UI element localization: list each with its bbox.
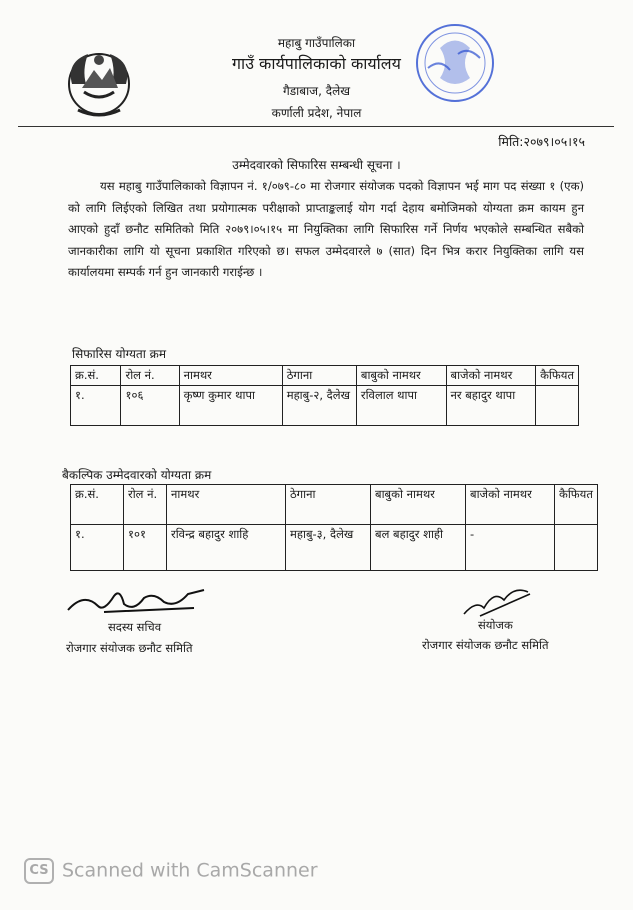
col-address: ठेगाना (282, 366, 356, 386)
cell-address: महाबु-२, दैलेख (282, 386, 356, 426)
recommended-table (70, 365, 579, 426)
camscanner-footer (24, 858, 318, 884)
cell-name: कृष्ण कुमार थापा (179, 386, 282, 426)
cell-grandfather: - (466, 525, 555, 571)
cell-sn: १. (71, 525, 124, 571)
col-address: ठेगाना (286, 485, 371, 525)
col-remarks: कैफियत (536, 366, 579, 386)
office-location: गैडाबाज, दैलेख (282, 84, 351, 98)
cell-name: रविन्द्र बहादुर शाहि (167, 525, 286, 571)
right-signatory-committee: रोजगार संयोजक छनौट समिति (422, 638, 549, 652)
header-divider (18, 126, 614, 127)
left-signature-mark (64, 582, 214, 622)
table-header-row (71, 366, 579, 386)
cell-grandfather: नर बहादुर थापा (446, 386, 536, 426)
cell-father: बल बहादुर शाही (371, 525, 466, 571)
municipality-name: महाबु गाउँपालिका (277, 36, 356, 50)
camscanner-text: Scanned with CamScanner (62, 859, 318, 882)
cell-sn: १. (71, 386, 121, 426)
table-header-row (71, 485, 598, 525)
section1-title: सिफारिस योग्यता क्रम (72, 347, 167, 361)
section2-title: बैकल्पिक उम्मेदवारको योग्यता क्रम (62, 468, 212, 482)
col-father: बाबुको नामथर (371, 485, 466, 525)
notice-subject: उम्मेदवारको सिफारिस सम्बन्धी सूचना । (232, 158, 401, 172)
cell-father: रविलाल थापा (356, 386, 446, 426)
notice-paragraph: यस महाबु गाउँपालिकाको विज्ञापन नं. १/०७९-८० मा रोजगार संयोजक पदको विज्ञापन भई माग पद संख्या १ (एक) को लागि लिईएको लिखित तथा प्रयोगात्मक परीक्षाको प्राप्ताङ्कलाई योग गर्दा देहाय बमोजिमको योग्यता क्रम कायम हुन आएको हुदाँ छनौट समितिको मिति २०७९।०५।१५ मा नियुक्तिका लागि सिफारिस गर्ने निर्णय भएकोले सम्बन्धित सबैको जानकारीका लागि यो सूचना प्रकाशित गरिएको छ। सफल उम्मेदवारले ७ (सात) दिन भित्र करार नियुक्तिका लागि यस कार्यालयमा सम्पर्क गर्न हुन जानकारी गराईन्छ । (68, 179, 584, 279)
right-signatory-title: संयोजक (478, 618, 513, 632)
table-row (71, 525, 598, 571)
left-signatory-title: सदस्य सचिव (108, 620, 162, 634)
col-grandfather: बाजेको नामथर (466, 485, 555, 525)
cell-remarks (555, 525, 598, 571)
province-name: कर्णाली प्रदेश, नेपाल (271, 106, 362, 120)
cell-address: महाबु-३, दैलेख (286, 525, 371, 571)
col-remarks: कैफियत (555, 485, 598, 525)
notice-date: मिति:२०७९।०५।१५ (498, 134, 585, 149)
camscanner-logo-icon: CS (24, 858, 54, 884)
col-grandfather: बाजेको नामथर (446, 366, 536, 386)
col-name: नामथर (179, 366, 282, 386)
office-name: गाउँ कार्यपालिकाको कार्यालय (232, 54, 401, 73)
alternate-table (70, 484, 598, 571)
left-signatory-committee: रोजगार संयोजक छनौट समिति (66, 641, 193, 655)
col-name: नामथर (167, 485, 286, 525)
col-sn: क्र.सं. (71, 366, 121, 386)
cell-roll: १०१ (124, 525, 167, 571)
col-roll: रोल नं. (121, 366, 179, 386)
cell-remarks (536, 386, 579, 426)
table-row (71, 386, 579, 426)
notice-body (68, 176, 584, 284)
col-roll: रोल नं. (124, 485, 167, 525)
col-sn: क्र.सं. (71, 485, 124, 525)
col-father: बाबुको नामथर (356, 366, 446, 386)
cell-roll: १०६ (121, 386, 179, 426)
